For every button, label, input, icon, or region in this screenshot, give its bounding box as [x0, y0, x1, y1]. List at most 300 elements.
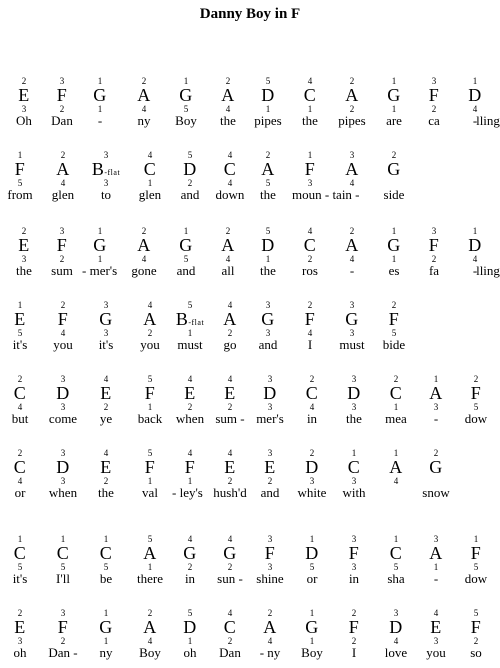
left-hand-fingering: 1: [472, 76, 478, 86]
right-hand-fingering: 3: [17, 636, 23, 646]
right-hand-fingering: 1: [187, 328, 193, 338]
lyric-syllable: pipes: [254, 113, 282, 128]
right-hand-fingering: 2: [103, 402, 109, 412]
lyric-syllable: es: [388, 263, 400, 278]
note-name: C: [305, 383, 319, 403]
right-hand-fingering: 5: [473, 562, 479, 572]
left-hand-fingering: 2: [21, 76, 27, 86]
left-hand-fingering: 1: [17, 534, 23, 544]
note-name: A: [143, 309, 157, 329]
note-name: F: [57, 309, 69, 329]
lyric-syllable: -: [472, 113, 478, 128]
music-line: [0, 534, 500, 594]
note-name: G: [261, 309, 275, 329]
left-hand-fingering: 1: [307, 150, 313, 160]
right-hand-fingering: 5: [473, 402, 479, 412]
note-name: D: [468, 85, 482, 105]
right-hand-fingering: 3: [351, 476, 357, 486]
right-hand-fingering: 1: [147, 178, 153, 188]
right-hand-fingering: 5: [183, 254, 189, 264]
note-name: E: [100, 457, 112, 477]
left-hand-fingering: 1: [393, 448, 399, 458]
lyric-syllable: it's: [12, 571, 28, 586]
note-name: E: [14, 309, 26, 329]
note-cell: [80, 76, 120, 136]
right-hand-fingering: 5: [265, 178, 271, 188]
note-name: G: [429, 457, 443, 477]
right-hand-fingering: 3: [60, 476, 66, 486]
right-hand-fingering: 4: [472, 104, 478, 114]
lyric-syllable: so: [470, 645, 482, 660]
note-name: E: [18, 235, 30, 255]
right-hand-fingering: 4: [60, 178, 66, 188]
left-hand-fingering: 5: [187, 150, 193, 160]
note-cell: [456, 534, 496, 594]
lyric-syllable: be: [99, 571, 113, 586]
lyric-syllable: Dan: [51, 113, 73, 128]
lyric-syllable: down: [215, 187, 245, 202]
lyric-syllable: fa: [428, 263, 440, 278]
note-name: F: [304, 309, 316, 329]
right-hand-fingering: 4: [393, 476, 399, 486]
note-name: G: [223, 543, 237, 563]
right-hand-fingering: 2: [227, 402, 233, 412]
note-name: F: [184, 457, 196, 477]
right-hand-fingering: 2: [147, 328, 153, 338]
lyric-syllable: ny: [137, 113, 151, 128]
note-name: E: [430, 617, 442, 637]
right-hand-fingering: 2: [227, 476, 233, 486]
left-hand-fingering: 2: [141, 226, 147, 236]
lyric-syllable: mea: [385, 411, 407, 426]
left-hand-fingering: 4: [147, 300, 153, 310]
left-hand-fingering: 1: [97, 226, 103, 236]
left-hand-fingering: 2: [225, 76, 231, 86]
lyric-syllable: you: [426, 645, 446, 660]
right-hand-fingering: 4: [227, 178, 233, 188]
right-hand-fingering: 2: [103, 476, 109, 486]
note-name: C: [99, 543, 113, 563]
right-hand-fingering: 5: [17, 328, 23, 338]
right-hand-fingering: 3: [307, 178, 313, 188]
right-hand-fingering: 1: [265, 104, 271, 114]
left-hand-fingering: 2: [265, 150, 271, 160]
note-cell: [456, 374, 496, 434]
right-hand-fingering: 1: [147, 402, 153, 412]
lyric-syllable: sun -: [217, 571, 243, 586]
right-hand-fingering: 1: [187, 636, 193, 646]
lyric-syllable: and: [258, 337, 278, 352]
lyric-syllable: -: [472, 263, 478, 278]
lyric-syllable: lling: [476, 263, 500, 278]
note-name: F: [264, 543, 276, 563]
note-name: F: [470, 543, 482, 563]
lyric-syllable: ny: [99, 645, 113, 660]
left-hand-fingering: 2: [17, 374, 23, 384]
lyric-syllable: the: [260, 263, 276, 278]
right-hand-fingering: 4: [307, 328, 313, 338]
note-name: D: [261, 85, 275, 105]
left-hand-fingering: 3: [431, 226, 437, 236]
note-name: A: [261, 159, 275, 179]
left-hand-fingering: 1: [183, 226, 189, 236]
lyric-syllable: love: [384, 645, 408, 660]
right-hand-fingering: 4: [393, 636, 399, 646]
note-name: E: [100, 383, 112, 403]
lyric-syllable: must: [339, 337, 365, 352]
left-hand-fingering: 2: [141, 76, 147, 86]
lyric-syllable: you: [53, 337, 73, 352]
note-name: D: [263, 383, 277, 403]
note-name: A: [137, 235, 151, 255]
note-name: F: [470, 383, 482, 403]
left-hand-fingering: 2: [349, 226, 355, 236]
left-hand-fingering: 4: [433, 608, 439, 618]
left-hand-fingering: 4: [307, 226, 313, 236]
left-hand-fingering: 2: [473, 374, 479, 384]
left-hand-fingering: 3: [349, 150, 355, 160]
right-hand-fingering: 1: [307, 104, 313, 114]
lyric-syllable: the: [346, 411, 362, 426]
note-name: G: [179, 235, 193, 255]
right-hand-fingering: 3: [21, 254, 27, 264]
left-hand-fingering: 2: [309, 448, 315, 458]
right-hand-fingering: 2: [349, 104, 355, 114]
right-hand-fingering: 2: [187, 402, 193, 412]
right-hand-fingering: 4: [349, 178, 355, 188]
right-hand-fingering: 1: [391, 254, 397, 264]
lyric-syllable: - ny: [259, 645, 281, 660]
note-name: C: [223, 617, 237, 637]
note-cell: [43, 608, 83, 668]
note-cell: [468, 76, 500, 136]
note-name: A: [345, 235, 359, 255]
note-cell: [43, 448, 83, 508]
note-name: E: [224, 383, 236, 403]
note-name: C: [143, 159, 157, 179]
lyric-syllable: the: [220, 113, 236, 128]
note-name: F: [348, 617, 360, 637]
note-cell: [43, 534, 83, 594]
right-hand-fingering: 4: [60, 328, 66, 338]
right-hand-fingering: 3: [433, 402, 439, 412]
note-name: C: [13, 543, 27, 563]
left-hand-fingering: 3: [393, 608, 399, 618]
note-name: E: [18, 85, 30, 105]
lyric-syllable: and: [176, 263, 196, 278]
left-hand-fingering: 3: [265, 300, 271, 310]
left-hand-fingering: 2: [225, 226, 231, 236]
lyric-syllable: gone: [131, 263, 157, 278]
lyric-syllable: when: [48, 485, 78, 500]
left-hand-fingering: 2: [267, 608, 273, 618]
music-line: [0, 76, 500, 136]
note-name: G: [93, 235, 107, 255]
note-name: D: [347, 383, 361, 403]
left-hand-fingering: 1: [17, 150, 23, 160]
left-hand-fingering: 3: [431, 76, 437, 86]
note-name: A: [345, 85, 359, 105]
left-hand-fingering: 2: [307, 300, 313, 310]
left-hand-fingering: 1: [472, 226, 478, 236]
note-name: G: [305, 617, 319, 637]
left-hand-fingering: 1: [473, 534, 479, 544]
note-name: F: [348, 543, 360, 563]
lyric-syllable: the: [98, 485, 114, 500]
note-name: G: [99, 617, 113, 637]
note-name: A: [223, 309, 237, 329]
right-hand-fingering: 2: [227, 636, 233, 646]
lyric-syllable: it's: [12, 337, 28, 352]
right-hand-fingering: 5: [183, 104, 189, 114]
note-name: E: [224, 457, 236, 477]
note-name: E: [184, 383, 196, 403]
note-name: A: [345, 159, 359, 179]
lyric-syllable: the: [16, 263, 32, 278]
right-hand-fingering: 1: [433, 562, 439, 572]
note-cell: [86, 374, 126, 434]
right-hand-fingering: 1: [187, 476, 193, 486]
music-line: [0, 374, 500, 434]
left-hand-fingering: 4: [187, 374, 193, 384]
note-name: G: [93, 85, 107, 105]
note-name: F: [56, 235, 68, 255]
lyric-syllable: Dan: [219, 645, 241, 660]
right-hand-fingering: 3: [265, 328, 271, 338]
note-name: A: [143, 543, 157, 563]
note-name: A: [389, 457, 403, 477]
lyric-syllable: -: [97, 113, 103, 128]
left-hand-fingering: 5: [265, 76, 271, 86]
note-cell: [0, 150, 40, 210]
left-hand-fingering: 4: [147, 150, 153, 160]
note-cell: [86, 534, 126, 594]
lyric-syllable: the: [302, 113, 318, 128]
right-hand-fingering: 5: [309, 562, 315, 572]
right-hand-fingering: 4: [472, 254, 478, 264]
left-hand-fingering: 1: [103, 608, 109, 618]
note-cell: [0, 534, 40, 594]
note-cell: [42, 226, 82, 286]
right-hand-fingering: 2: [59, 254, 65, 264]
note-name: C: [56, 543, 70, 563]
lyric-syllable: shine: [256, 571, 284, 586]
note-name: F: [388, 309, 400, 329]
right-hand-fingering: 5: [17, 562, 23, 572]
lyric-syllable: come: [48, 411, 78, 426]
left-hand-fingering: 2: [21, 226, 27, 236]
lyric-syllable: but: [11, 411, 29, 426]
note-cell: [374, 150, 414, 210]
note-name: D: [183, 617, 197, 637]
lyric-syllable: there: [137, 571, 163, 586]
note-cell: [80, 226, 120, 286]
note-name: F: [144, 383, 156, 403]
note-name: G: [179, 85, 193, 105]
note-name: F: [57, 617, 69, 637]
note-name: C: [13, 383, 27, 403]
right-hand-fingering: 1: [309, 636, 315, 646]
lyric-syllable: from: [7, 187, 33, 202]
lyric-syllable: - mer's: [82, 263, 118, 278]
lyric-syllable: and: [180, 187, 200, 202]
left-hand-fingering: 5: [473, 608, 479, 618]
right-hand-fingering: 2: [307, 254, 313, 264]
lyric-syllable: I: [351, 645, 357, 660]
lyric-syllable: pipes: [338, 113, 366, 128]
lyric-syllable: -: [433, 571, 439, 586]
note-name: G: [387, 159, 401, 179]
lyric-syllable: the: [260, 187, 276, 202]
note-name: G: [183, 543, 197, 563]
right-hand-fingering: 2: [187, 562, 193, 572]
music-line: [0, 300, 500, 360]
note-name: A: [143, 617, 157, 637]
lyric-syllable: or: [306, 571, 318, 586]
left-hand-fingering: 3: [267, 374, 273, 384]
lyric-syllable: with: [342, 485, 366, 500]
left-hand-fingering: 4: [103, 448, 109, 458]
right-hand-fingering: 1: [265, 254, 271, 264]
left-hand-fingering: 3: [60, 374, 66, 384]
note-name: D: [261, 235, 275, 255]
note-name: C: [223, 159, 237, 179]
lyric-syllable: side: [383, 187, 405, 202]
lyric-syllable: sum: [51, 263, 73, 278]
note-name: A: [221, 85, 235, 105]
note-name: F: [428, 85, 440, 105]
lyric-syllable: - ley's: [172, 485, 203, 500]
left-hand-fingering: 4: [227, 534, 233, 544]
left-hand-fingering: 2: [309, 374, 315, 384]
left-hand-fingering: 1: [309, 534, 315, 544]
left-hand-fingering: 5: [187, 608, 193, 618]
right-hand-fingering: 3: [267, 402, 273, 412]
note-name: F: [56, 85, 68, 105]
note-name: D: [56, 457, 70, 477]
note-name: G: [345, 309, 359, 329]
right-hand-fingering: 4: [225, 254, 231, 264]
note-name: G: [387, 235, 401, 255]
left-hand-fingering: 5: [187, 300, 193, 310]
left-hand-fingering: 1: [97, 76, 103, 86]
lyric-syllable: ye: [99, 411, 113, 426]
lyric-syllable: or: [14, 485, 26, 500]
left-hand-fingering: 2: [433, 448, 439, 458]
lyric-syllable: must: [177, 337, 203, 352]
left-hand-fingering: 3: [60, 608, 66, 618]
note-cell: [43, 300, 83, 360]
note-name: D: [389, 617, 403, 637]
right-hand-fingering: 2: [473, 636, 479, 646]
left-hand-fingering: 2: [391, 150, 397, 160]
left-hand-fingering: 3: [103, 300, 109, 310]
note-name: G: [387, 85, 401, 105]
right-hand-fingering: 2: [60, 636, 66, 646]
left-hand-fingering: 3: [60, 448, 66, 458]
note-name: E: [14, 617, 26, 637]
lyric-syllable: glen: [138, 187, 162, 202]
left-hand-fingering: 3: [351, 374, 357, 384]
note-cell: [86, 150, 126, 210]
right-hand-fingering: 4: [141, 104, 147, 114]
lyric-syllable: bide: [382, 337, 406, 352]
lyric-syllable: mer's: [256, 411, 284, 426]
right-hand-fingering: 5: [103, 562, 109, 572]
right-hand-fingering: 2: [267, 476, 273, 486]
right-hand-fingering: 1: [147, 476, 153, 486]
left-hand-fingering: 4: [103, 374, 109, 384]
left-hand-fingering: 2: [60, 300, 66, 310]
right-hand-fingering: 3: [351, 562, 357, 572]
right-hand-fingering: 2: [227, 562, 233, 572]
right-hand-fingering: 4: [309, 402, 315, 412]
right-hand-fingering: 3: [21, 104, 27, 114]
left-hand-fingering: 4: [227, 374, 233, 384]
lyric-syllable: in: [184, 571, 196, 586]
right-hand-fingering: 2: [59, 104, 65, 114]
lyric-syllable: Boy: [139, 645, 161, 660]
right-hand-fingering: 1: [391, 104, 397, 114]
lyric-syllable: go: [223, 337, 237, 352]
right-hand-fingering: 2: [431, 104, 437, 114]
right-hand-fingering: 3: [267, 562, 273, 572]
right-hand-fingering: 5: [393, 562, 399, 572]
lyric-syllable: you: [140, 337, 160, 352]
right-hand-fingering: 4: [141, 254, 147, 264]
note-cell: [0, 300, 40, 360]
note-name: B-flat: [175, 309, 205, 329]
note-name: C: [389, 543, 403, 563]
left-hand-fingering: 3: [59, 226, 65, 236]
left-hand-fingering: 1: [391, 76, 397, 86]
note-cell: [334, 448, 374, 508]
right-hand-fingering: 3: [103, 328, 109, 338]
right-hand-fingering: 1: [103, 636, 109, 646]
left-hand-fingering: 3: [267, 448, 273, 458]
left-hand-fingering: 2: [147, 608, 153, 618]
right-hand-fingering: 5: [60, 562, 66, 572]
right-hand-fingering: 1: [393, 402, 399, 412]
lyric-syllable: dow: [464, 411, 488, 426]
lyric-syllable: back: [137, 411, 163, 426]
note-cell: [43, 150, 83, 210]
lyric-syllable: snow: [422, 485, 450, 500]
left-hand-fingering: 4: [307, 76, 313, 86]
right-hand-fingering: 1: [97, 104, 103, 114]
right-hand-fingering: 4: [267, 636, 273, 646]
left-hand-fingering: 3: [59, 76, 65, 86]
lyric-syllable: Dan -: [48, 645, 78, 660]
note-name: F: [144, 457, 156, 477]
right-hand-fingering: 4: [349, 254, 355, 264]
left-hand-fingering: 1: [183, 76, 189, 86]
left-hand-fingering: 4: [187, 448, 193, 458]
left-hand-fingering: 1: [103, 534, 109, 544]
lyric-syllable: I'll: [56, 571, 70, 586]
note-name: D: [183, 159, 197, 179]
left-hand-fingering: 3: [103, 150, 109, 160]
lyric-syllable: ros: [302, 263, 318, 278]
left-hand-fingering: 1: [391, 226, 397, 236]
note-cell: [0, 608, 40, 668]
left-hand-fingering: 2: [391, 300, 397, 310]
note-cell: [290, 150, 360, 210]
right-hand-fingering: 4: [147, 636, 153, 646]
lyric-syllable: to: [100, 187, 112, 202]
left-hand-fingering: 1: [309, 608, 315, 618]
note-name: D: [305, 543, 319, 563]
